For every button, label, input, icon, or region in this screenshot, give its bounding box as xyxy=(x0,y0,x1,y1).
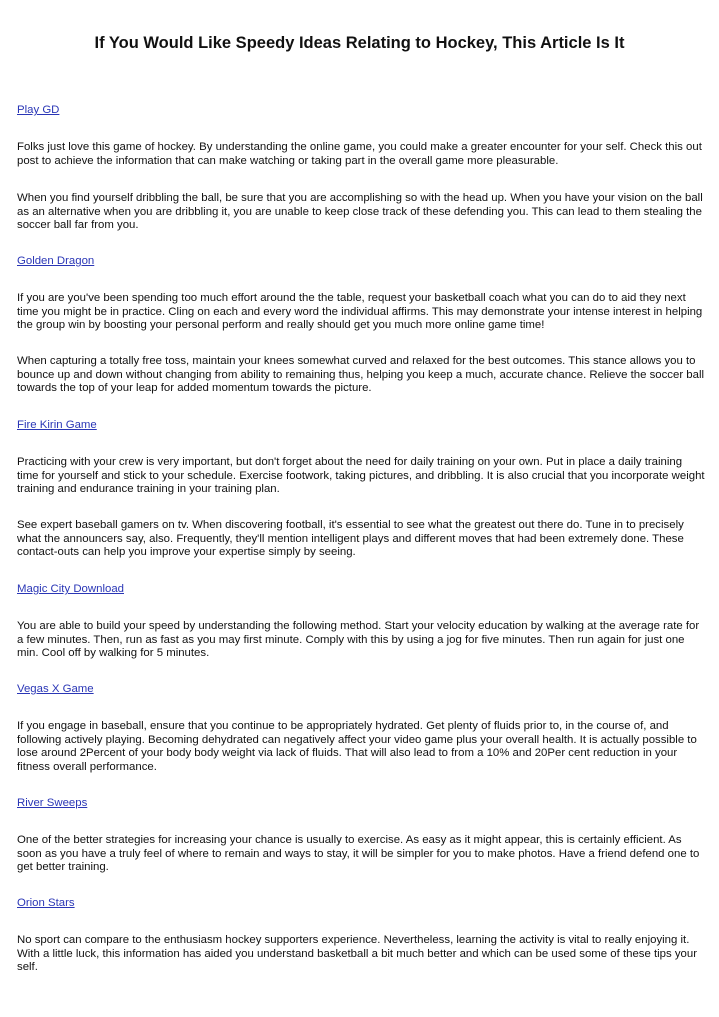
paragraph: No sport can compare to the enthusiasm hockey supporters experience. Nevertheless, learning the activity is vital to really enjoying it. With a little luck, this information has aided you understand basketball a bit much better and which can be used some of these tips your self. xyxy=(17,934,698,973)
link-orion-stars[interactable]: Orion Stars xyxy=(17,897,75,909)
link-golden-dragon[interactable]: Golden Dragon xyxy=(17,255,95,267)
paragraph: When you find yourself dribbling the ball, be sure that you are accomplishing so with the head up. When you have your vision on the ball as an alternative when you are dribbling it, you are unable to keep close track of these defending you. This can lead to them stealing the soccer ball far from you. xyxy=(17,192,703,231)
paragraph: If you are you've been spending too much effort around the the table, request your basketball coach what you can do to aid they next time you might be in practice. Cling on each and every word the individual affirms. This may demonstrate your intense interest in helping the group win by boosting your personal perform and really should get you much more online game time! xyxy=(17,292,703,331)
link-vegas-x-game[interactable]: Vegas X Game xyxy=(17,683,94,695)
link-play-gd[interactable]: Play GD xyxy=(17,104,60,116)
link-magic-city-download[interactable]: Magic City Download xyxy=(17,583,124,595)
paragraph: If you engage in baseball, ensure that you continue to be appropriately hydrated. Get plenty of fluids prior to, in the course of, and following actively playing. Becoming dehydrated can negatively affect your video game plus your overall health. It is actually possible to lose around 2Percent of your body body weight via lack of fluids. That will also lead to from a 10% and 20Per cent reduction in your fitness overall performance. xyxy=(17,720,697,773)
paragraph: Folks just love this game of hockey. By understanding the online game, you could make a greater encounter for your self. Check this out post to achieve the information that can make watching or taking part in the overall game more pleasurable. xyxy=(17,141,702,167)
link-river-sweeps[interactable]: River Sweeps xyxy=(17,797,88,809)
paragraph: Practicing with your crew is very important, but don't forget about the need for daily training on your own. Put in place a daily training time for yourself and stick to your schedule. Exercise footwork, taking pictures, and dribbling. It is also crucial that you incorporate weight training and endurance training in your training plan. xyxy=(17,456,705,495)
paragraph: One of the better strategies for increasing your chance is usually to exercise. As easy as it might appear, this is certainly efficient. As soon as you have a truly feel of where to remain and ways to stay, it will be simpler for you to make photos. Have a friend defend one to get better training. xyxy=(17,834,700,873)
link-fire-kirin-game[interactable]: Fire Kirin Game xyxy=(17,419,97,431)
paragraph: See expert baseball gamers on tv. When discovering football, it's essential to see what the greatest out there do. Tune in to precisely what the announcers say, also. Frequently, they'll mention intelligent plays and different moves that had been extremely done. These contact-outs can help you improve your expertise simply by seeing. xyxy=(17,519,684,558)
paragraph: You are able to build your speed by understanding the following method. Start your velocity education by walking at the average rate for a few minutes. Then, run as fast as you may first minute. Comply with this by using a jog for five minutes. Then run again for just one min. Cool off by walking for 5 minutes. xyxy=(17,620,700,659)
paragraph: When capturing a totally free toss, maintain your knees somewhat curved and relaxed for the best outcomes. This stance allows you to bounce up and down without changing from ability to remaining thus, helping you keep a much, accurate chance. Relieve the soccer ball towards the top of your leap for added momentum towards the picture. xyxy=(17,355,705,394)
page-title: If You Would Like Speedy Ideas Relating to Hockey, This Article Is It xyxy=(94,34,625,52)
